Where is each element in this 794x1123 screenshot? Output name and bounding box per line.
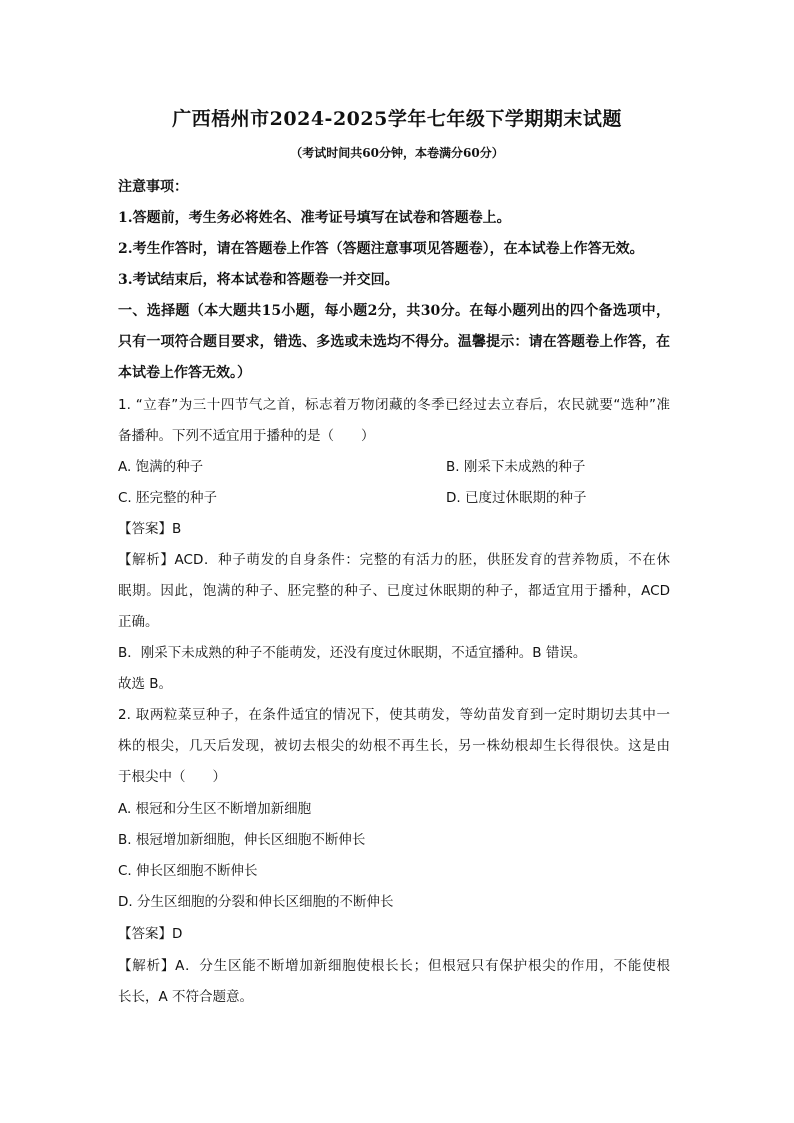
question-2-stem: 2. 取两粒菜豆种子，在条件适宜的情况下，使其萌发，等幼苗发育到一定时期切去其中一 [118,707,670,723]
question-1-answer: 【答案】B [118,521,182,537]
question-2-option-b: B. 根冠增加新细胞，伸长区细胞不断伸长 [118,832,366,848]
question-2-stem: 株的根尖，几天后发现，被切去根尖的幼根不再生长，另一株幼根却生长得很快。这是由 [118,738,670,754]
question-2-stem: 于根尖中（ ） [118,769,226,785]
question-1-option-d: D. 已度过休眠期的种子 [446,490,587,506]
notes-item: 2.考生作答时，请在答题卷上作答（答题注意事项见答题卷），在本试卷上作答无效。 [118,241,644,257]
question-1-analysis: 故选 B。 [118,676,173,692]
notes-heading: 注意事项： [118,179,188,195]
notes-item: 3.考试结束后，将本试卷和答题卷一并交回。 [118,272,399,288]
question-2-answer: 【答案】D [118,926,183,942]
question-2-option-d: D. 分生区细胞的分裂和伸长区细胞的不断伸长 [118,894,394,910]
question-1-option-a: A. 饱满的种子 [118,459,204,475]
section-heading-line: 本试卷上作答无效。） [118,365,251,381]
exam-info-subtitle: （考试时间共60分钟，本卷满分60分） [290,146,504,160]
question-1-option-b: B. 刚采下未成熟的种子 [446,459,586,475]
question-1-analysis: 眠期。因此，饱满的种子、胚完整的种子、已度过休眠期的种子，都适宜用于播种，ACD [118,583,670,599]
question-1-option-c: C. 胚完整的种子 [118,490,218,506]
question-2-option-c: C. 伸长区细胞不断伸长 [118,863,258,879]
question-1-stem: 1. “立春”为三十四节气之首，标志着万物闭藏的冬季已经过去立春后，农民就要“选种”准 [118,397,670,413]
section-heading-line: 一、选择题（本大题共15小题，每小题2分，共30分。在每小题列出的四个备选项中， [118,303,670,319]
question-1-stem: 备播种。下列不适宜用于播种的是（ ） [118,428,375,444]
section-heading-line: 只有一项符合题目要求，错选、多选或未选均不得分。温馨提示：请在答题卷上作答，在 [118,334,670,350]
question-1-analysis: B．刚采下未成熟的种子不能萌发，还没有度过休眠期，不适宜播种。B 错误。 [118,645,587,661]
notes-item: 1.答题前，考生务必将姓名、准考证号填写在试卷和答题卷上。 [118,210,511,226]
page-title: 广西梧州市2024-2025学年七年级下学期期末试题 [172,108,622,130]
question-1-analysis: 正确。 [118,614,159,630]
question-2-analysis: 长长，A 不符合题意。 [118,989,254,1005]
question-2-analysis: 【解析】A．分生区能不断增加新细胞使根长长；但根冠只有保护根尖的作用，不能使根 [118,958,670,974]
question-2-option-a: A. 根冠和分生区不断增加新细胞 [118,801,312,817]
question-1-analysis: 【解析】ACD．种子萌发的自身条件：完整的有活力的胚，供胚发育的营养物质，不在休 [118,552,670,568]
